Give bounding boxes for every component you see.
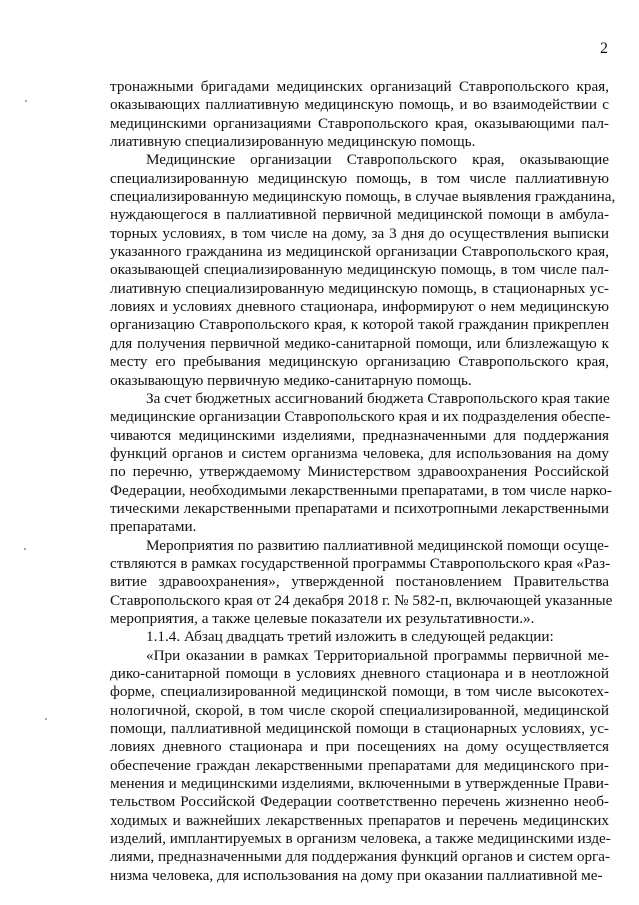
text-line: нологичной, скорой, в том числе скорой специализированной, медицинской [110, 701, 609, 719]
text-line: 1.1.4. Абзац двадцать третий изложить в следующей редакции: [146, 628, 554, 646]
text-line: месту его пребывания медицинскую организацию Ставропольского края, [110, 353, 609, 371]
text-line: оказывающих паллиативную медицинскую помощь, и во взаимодействии с [110, 96, 609, 114]
text-line: Федерации, необходимыми лекарственными препаратами, в том числе нарко- [110, 481, 612, 499]
page-number: 2 [600, 40, 608, 57]
text-line: препаратами. [110, 518, 197, 536]
text-line: изделий, имплантируемых в организм человека, а также медицинскими изде- [110, 830, 611, 848]
text-line: специализированную медицинскую помощь, в том числе паллиативную [110, 169, 609, 187]
scan-speck [24, 548, 26, 550]
text-line: низма человека, для использования на дому при оказании паллиативной ме- [110, 866, 603, 884]
text-line: мероприятия, а также целевые показатели их результативности.». [110, 609, 535, 627]
text-line: торных условиях, в том числе на дому, за 3 дня до осуществления выписки [110, 224, 609, 242]
paragraph [110, 536, 613, 629]
text-line: За счет бюджетных ассигнований бюджета Ставропольского края такие [146, 389, 610, 407]
text-line: оказывающей специализированную медицинскую помощь, в том числе пал- [110, 261, 609, 279]
text-line: Ставропольского края от 24 декабря 2018 г. № 582-п, включающей указанные [110, 591, 613, 609]
text-line: функций органов и систем организма человека, для использования на дому [110, 444, 609, 462]
text-line: «При оказании в рамках Территориальной программы первичной ме- [146, 646, 609, 664]
text-line: форме, специализированной медицинской помощи, в том числе высокотех- [110, 683, 609, 701]
text-line: дико-санитарной помощи в условиях дневного стационара и в неотложной [110, 665, 609, 682]
text-line: организацию Ставропольского края, к которой такой гражданин прикреплен [110, 316, 609, 334]
paragraph [110, 151, 616, 389]
text-line: оказывающую первичную медико-санитарную помощь. [110, 371, 472, 389]
text-line: ловиях дневного стационара и при посещениях на дому осуществляется [110, 738, 609, 756]
text-line: помощи, паллиативной медицинской помощи в стационарных условиях, ус- [110, 720, 609, 738]
text-line: лиями, предназначенными для поддержания функций органов и систем орга- [110, 848, 611, 866]
text-line: медицинскими организациями Ставропольского края, оказывающими пал- [110, 114, 609, 132]
text-line: тронажными бригадами медицинских организаций Ставропольского края, [110, 78, 609, 95]
text-line: тическими лекарственными препаратами и психотропными лекарственными [110, 499, 609, 517]
text-line: ходимых и важнейших лекарственных препаратов и перечень медицинских [110, 811, 609, 829]
text-line: Мероприятия по развитию паллиативной медицинской помощи осуще- [146, 536, 609, 554]
paragraph [110, 389, 612, 537]
text-line: ловиях и условиях дневного стационара, информируют о нем медицинскую [110, 298, 609, 316]
paragraph [110, 647, 609, 885]
text-line: медицинские организации Ставропольского края и их подразделения обеспе- [110, 408, 611, 426]
text-line: менения и медицинскими изделиями, включенными в утвержденные Прави- [110, 775, 609, 793]
text-line: обеспечение граждан лекарственными препаратами для медицинского при- [110, 756, 609, 774]
text-line: ствляются в рамках государственной программы Ставропольского края «Раз- [110, 554, 611, 572]
paragraph [110, 78, 609, 151]
text-line: нуждающегося в паллиативной первичной медицинской помощи в амбула- [110, 206, 609, 224]
text-line: специализированную медицинскую помощь, в случае выявления гражданина, [110, 188, 616, 206]
text-line: Медицинские организации Ставропольского края, оказывающие [146, 151, 609, 169]
text-line: витие здравоохранения», утвержденной постановлением Правительства [110, 573, 609, 591]
scan-speck [45, 718, 47, 720]
text-line: тельством Российской Федерации соответственно перечень жизненно необ- [110, 793, 609, 811]
document-body [110, 78, 616, 885]
text-line: указанного гражданина из медицинской организации Ставропольского края, [110, 243, 609, 261]
text-line: для получения первичной медико-санитарной помощи, или близлежащую к [110, 334, 609, 352]
text-line: по перечню, утверждаемому Министерством здравоохранения Российской [110, 463, 609, 481]
scan-speck [25, 100, 27, 102]
text-line: чиваются медицинскими изделиями, предназначенными для поддержания [110, 426, 609, 444]
text-line: лиативную специализированную медицинскую помощь. [110, 133, 476, 151]
paragraph [110, 628, 609, 646]
text-line: лиативную специализированную медицинскую помощь, в стационарных ус- [110, 279, 609, 297]
